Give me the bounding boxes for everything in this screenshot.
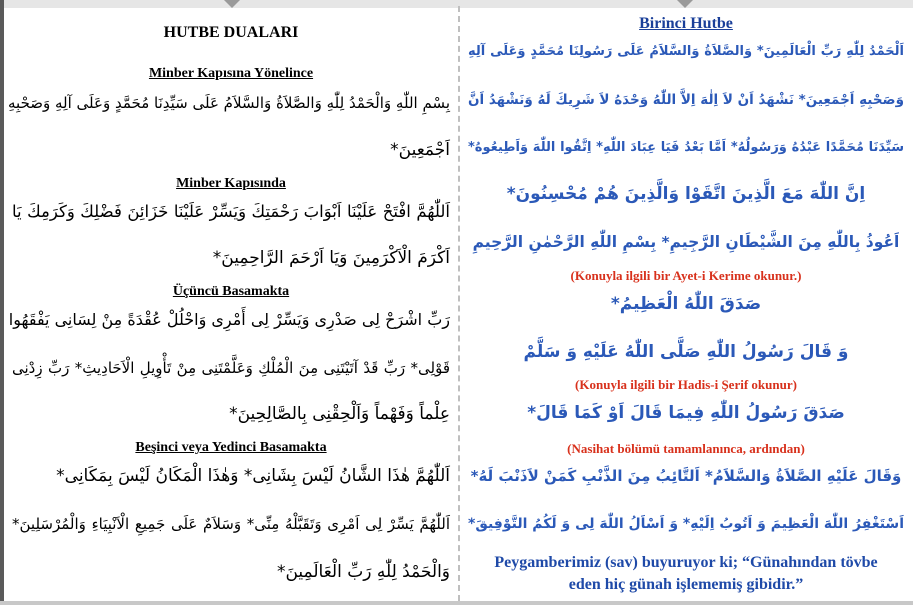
hutbe-line: وَ قَالَ رَسُولُ اللّٰهِ صَلَّى اللّٰهُ عَلَيْهِ وَ سَلَّمْ [523, 342, 849, 362]
hutbe-line: اَلْحَمْدُ لِلّٰهِ رَبِّ الْعَالَمِينَ* وَالصَّلاَةُ وَالسَّلاَمُ عَلَى رَسُولِنَا مُحَمَّدٍ وَعَلَى آلِهِ [468, 44, 904, 59]
prayer-line: قَوْلِى* رَبِّ قَدْ آتَيْتَنِى مِنَ الْمُلْكِ وَعَلَّمْتَنِى مِنْ تَأْوِيلِ الْاَحَادِيثِ* رَبِّ زِدْنِى [12, 359, 450, 377]
section-heading-besinci-veya-yedinci-basamakta: Beşinci veya Yedinci Basamakta [135, 440, 327, 455]
hutbe-line: وَقَالَ عَلَيْهِ الصَّلاَةُ وَالسَّلاَمُ* اَلتَّائِبُ مِنَ الذَّنْبِ كَمَنْ لاَذَنْبَ لَهُ* [470, 467, 902, 485]
right-title: Birinci Hutbe [639, 15, 733, 32]
instruction-note: (Nasihat bölümü tamamlanınca, ardından) [567, 441, 805, 456]
prayer-line: اَللّٰهُمَّ افْتَحْ عَلَيْنَا اَبْوَابَ رَحْمَتِكَ وَيَسِّرْ عَلَيْنَا خَزَائِنَ فَضْلِكَ وَكَرَمِكَ يَا [12, 202, 450, 221]
prayer-line: رَبِّ اشْرَحْ لِى صَدْرِى وَيَسِّرْ لِى أَمْرِى وَاحْلُلْ عُقْدَةً مِنْ لِسَانِى يَفْقَهُوا [8, 310, 450, 329]
column-divider [458, 6, 460, 601]
prayer-line: اَللّٰهُمَّ يَسِّرْ لِى اَمْرِى وَتَقَبَّلْهُ مِنِّى* وَسَلاَمٌ عَلَى جَمِيعِ الْاَنْبِيَاءِ وَالْمُرْسَلِينَ* [12, 515, 450, 533]
hutbe-line: صَدَقَ رَسُولُ اللّٰهِ فِيمَا قَالَ اَوْ كَمَا قَالَ* [527, 403, 845, 423]
prayer-line: عِلْماً وَفَهْماً وَاَلْحِقْنِى بِالصَّالِحِينَ* [229, 404, 450, 424]
prayer-line: اَكْرَمَ الْاَكْرَمِينَ وَيَا اَرْحَمَ الرَّاحِمِينَ* [212, 248, 450, 268]
hadith-quote-line: Peygamberimiz (sav) buyuruyor ki; “Günahından tövbe [494, 554, 878, 571]
hutbe-line: اَعُوذُ بِاللّٰهِ مِنَ الشَّيْطَانِ الرَّجِيمِ* بِسْمِ اللّٰهِ الرَّحْمٰنِ الرَّحِيمِ [472, 233, 900, 251]
prayer-line: اَللّٰهُمَّ هٰذَا الشَّانُ لَيْسَ بِشَانِى* وَهٰذَا الْمَكَانُ لَيْسَ بِمَكَانِى* [56, 466, 450, 486]
section-heading-minber-kapisina-yonelince: Minber Kapısına Yönelince [148, 66, 314, 81]
hutbe-line: سَيِّدَنَا مُحَمَّدًا عَبْدُهُ وَرَسُولُهُ* اَمَّا بَعْدُ فَيَا عِبَادَ اللّٰهِ* اِتَّقُوا اللّٰهَ وَاَطِيعُوهُ* [468, 140, 904, 155]
hutbe-line: وَصَحْبِهِ اَجْمَعِينَ* نَشْهَدُ اَنْ لاَ اِلٰهَ اِلاَّ اللّٰهُ وَحْدَهُ لاَ شَرِيكَ لَهُ وَنَشْهَدُ اَنَّ [468, 92, 904, 108]
hutbe-line: اِنَّ اللّٰهَ مَعَ الَّذِينَ اتَّقَوْا وَالَّذِينَ هُمْ مُحْسِنُونَ* [506, 184, 866, 204]
hutbe-line: اَسْتَغْفِرُ اللّٰهَ الْعَظِيمَ وَ اَتُوبُ اِلَيْهِ* وَ اَسْاَلُ اللّٰهَ لِى وَ لَكُمُ التَّوْفِيقَ* [468, 516, 904, 532]
window-bottom-border [0, 601, 913, 605]
section-heading-minber-kapisinda: Minber Kapısında [176, 176, 286, 191]
hadith-quote-line: eden hiç günah işlememiş gibidir.” [568, 576, 804, 593]
prayer-line: وَالْحَمْدُ لِلّٰهِ رَبِّ الْعَالَمِينَ* [276, 562, 450, 582]
prayer-line: بِسْمِ اللّٰهِ وَالْحَمْدُ لِلّٰهِ وَالصَّلاَةُ وَالسَّلاَمُ عَلَى سَيِّدِنَا مُحَمَّدٍ وَعَلَى آلِهِ وَصَحْبِهِ [8, 94, 450, 112]
hutbe-line: صَدَقَ اللّٰهُ الْعَظِيمُ* [610, 294, 762, 314]
left-column-hutbe-dualari [4, 0, 458, 600]
instruction-note: (Konuyla ilgili bir Ayet-i Kerime okunur.) [570, 268, 802, 283]
left-title: HUTBE DUALARI [163, 24, 299, 41]
right-column-birinci-hutbe [462, 0, 910, 600]
prayer-line: اَجْمَعِينَ* [390, 140, 450, 160]
section-heading-ucuncu-basamakta: Üçüncü Basamakta [172, 284, 290, 299]
instruction-note: (Konuyla ilgili bir Hadis-i Şerif okunur) [575, 377, 797, 392]
